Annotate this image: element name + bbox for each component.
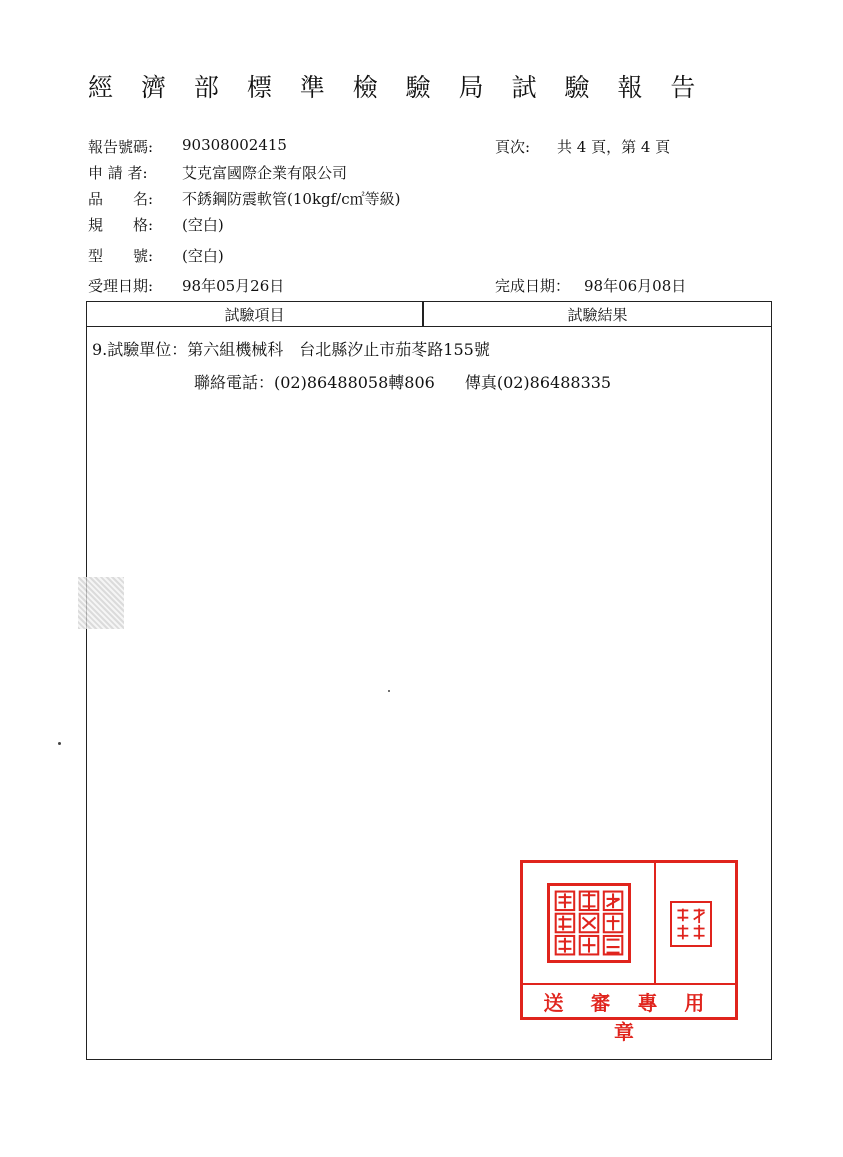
received-date-row (88, 275, 285, 296)
received-date-label: 受理日期: (88, 277, 154, 295)
stamp-caption: 送 審 專 用 章 (543, 991, 715, 1044)
report-number-row (88, 136, 287, 157)
contact-phone: 聯絡電話：(02)86488058轉806 (194, 373, 435, 392)
spec-row (88, 214, 224, 235)
report-title: 經 濟 部 標 準 檢 驗 局 試 驗 報 告 (88, 73, 706, 102)
submission-stamp (520, 860, 738, 1044)
page-count-label: 頁次: (495, 138, 531, 156)
received-date-value: 98年05月26日 (182, 277, 285, 295)
page-count-row (495, 136, 671, 157)
product-label: 品 名: (88, 190, 154, 208)
test-item-header: 試驗項目 (224, 306, 285, 324)
applicant-label: 申 請 者: (88, 164, 148, 182)
test-unit-address: 台北縣汐止市茄苳路155號 (299, 340, 490, 359)
report-number-value: 90308002415 (182, 136, 287, 154)
report-number-label: 報告號碼: (88, 138, 154, 156)
stamp-divider-horizontal (523, 983, 735, 985)
model-row (88, 245, 224, 266)
test-unit: 9.試驗單位：第六組機械科 (92, 340, 284, 359)
product-row (88, 188, 401, 209)
representative-seal-glyphs (672, 903, 710, 945)
contact-fax: 傳真(02)86488335 (464, 373, 612, 392)
test-unit-line (92, 337, 490, 360)
applicant-value: 艾克富國際企業有限公司 (182, 164, 348, 182)
completed-date-row (495, 275, 687, 296)
scan-speck (388, 690, 390, 692)
stamp-divider-vertical (654, 863, 656, 983)
applicant-row (88, 162, 348, 183)
spec-label: 規 格: (88, 216, 154, 234)
table-header (87, 302, 771, 327)
test-result-header: 試驗結果 (567, 306, 628, 324)
product-value: 不銹鋼防震軟管(10kgf/c㎡等級) (182, 190, 401, 208)
scan-smudge (78, 577, 124, 629)
scan-speck (58, 742, 61, 745)
completed-date-label: 完成日期： (495, 277, 571, 295)
company-seal (547, 883, 631, 963)
spec-value: (空白) (182, 216, 224, 234)
model-value: (空白) (182, 247, 224, 265)
company-seal-glyphs (550, 886, 628, 960)
representative-seal (670, 901, 712, 947)
page-count-value: 共 4 頁，第 4 頁 (557, 138, 671, 156)
model-label: 型 號: (88, 247, 154, 265)
contact-line (194, 370, 611, 393)
completed-date-value: 98年06月08日 (584, 277, 687, 295)
